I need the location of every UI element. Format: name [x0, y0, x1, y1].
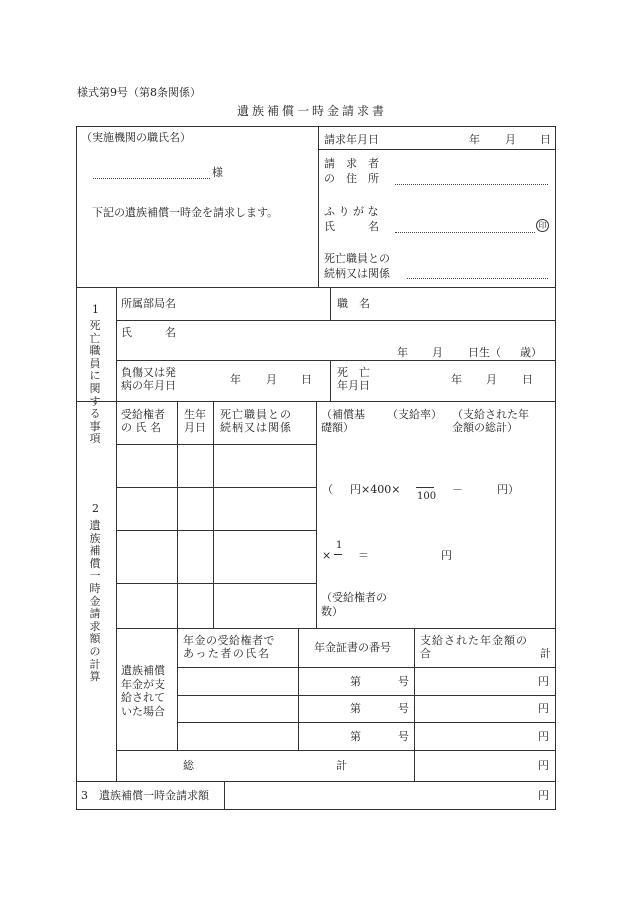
pension-case-label: 遺族補償 年金が支 給されて いた場合 — [121, 664, 165, 718]
injury-date-label-1: 負傷又は発 — [121, 366, 176, 379]
birth-year: 年 — [397, 346, 408, 359]
injury-day: 日 — [301, 373, 312, 386]
rights-count-label-2: 数） — [321, 605, 343, 618]
formula-one: 1 — [336, 540, 343, 551]
formula-base: 円×400× — [350, 483, 401, 496]
col-beneficiary-name-1: 受給権者 — [121, 408, 165, 421]
request-year: 年 — [469, 133, 480, 146]
beneficiary-name-cell[interactable] — [117, 445, 177, 487]
calc-total-label-2: 金額の総計） — [452, 421, 518, 434]
grand-total-label-a: 総 — [183, 759, 194, 772]
claimant-address-field[interactable] — [395, 184, 548, 185]
col-relation-1: 死亡職員との — [220, 408, 292, 421]
beneficiary-name-cell[interactable] — [117, 584, 177, 628]
pension-yen: 円 — [538, 675, 549, 688]
agency-name-field[interactable] — [93, 178, 210, 179]
honorific: 様 — [212, 166, 223, 179]
section2-number: 2 — [92, 502, 99, 515]
paid-total-label-1: 支給された年金額の — [420, 634, 528, 647]
deceased-name-label: 氏 名 — [121, 326, 176, 339]
certificate-number-label: 年金証書の番号 — [314, 641, 391, 654]
formula-denominator: 100 — [417, 491, 437, 502]
claimant-address-label-1: 請 求 者 — [324, 157, 379, 170]
calc-base-label-2: 礎額） — [321, 421, 354, 434]
section1-label: 死亡職員に関する事項 — [89, 319, 101, 446]
grand-total-label-b: 計 — [336, 759, 347, 772]
section3-yen: 円 — [538, 789, 549, 802]
beneficiary-name-cell[interactable] — [117, 488, 177, 530]
agency-label: （実施機関の職氏名） — [81, 131, 191, 144]
claimant-name-label: 氏 名 — [324, 220, 379, 233]
pension-recipient-name-2: あった者の氏名 — [183, 647, 271, 660]
cert-prefix: 第 — [350, 675, 361, 688]
pension-recipient-name-1: 年金の受給権者で — [183, 634, 275, 647]
col-relation-2: 続柄又は関係 — [220, 421, 292, 434]
furigana-label: ふ り が な — [324, 205, 379, 218]
cert-suffix: 号 — [398, 675, 409, 688]
formula-open: （ — [322, 483, 333, 496]
rights-count-label-1: （受給権者の — [321, 591, 387, 604]
calc-total-label-1: （支給された年 — [452, 408, 529, 421]
form-number: 様式第9号（第8条関係） — [77, 86, 201, 99]
relation-field[interactable] — [407, 278, 548, 279]
formula-yen: 円 — [441, 549, 452, 562]
cert-suffix: 号 — [398, 702, 409, 715]
fraction-bar-2 — [334, 554, 342, 555]
cert-suffix: 号 — [398, 730, 409, 743]
calc-base-label-1: （補償基 — [321, 408, 365, 421]
relation-label-2: 続柄又は関係 — [324, 267, 390, 280]
injury-year: 年 — [230, 373, 241, 386]
col-birth-1: 生年 — [184, 408, 206, 421]
col-beneficiary-name-2: の 氏 名 — [121, 421, 161, 434]
birth-month: 月 — [432, 346, 443, 359]
pension-yen: 円 — [538, 702, 549, 715]
section3-label: 3 遺族補償一時金請求額 — [81, 789, 209, 802]
grand-total-yen: 円 — [538, 759, 549, 772]
department-label: 所属部局名 — [121, 297, 176, 310]
formula-close: 円） — [497, 483, 519, 496]
age-label: 歳） — [520, 346, 542, 359]
claim-amount-field[interactable] — [225, 782, 530, 809]
beneficiary-name-cell[interactable] — [117, 531, 177, 583]
injury-date-label-2: 病の年月日 — [121, 379, 176, 392]
formula-minus: － — [452, 483, 463, 496]
cert-prefix: 第 — [350, 730, 361, 743]
paid-total-label-2b: 計 — [540, 647, 551, 660]
claimant-name-field[interactable] — [395, 232, 535, 233]
section1-number: 1 — [92, 303, 99, 316]
request-month: 月 — [505, 133, 516, 146]
request-date-label: 請求年月日 — [324, 133, 379, 146]
paid-total-label-2a: 合 — [420, 647, 431, 660]
death-month: 月 — [486, 373, 497, 386]
birth-day: 日生（ — [468, 346, 501, 359]
request-day: 日 — [540, 133, 551, 146]
calc-rate-label: （支給率） — [387, 408, 442, 421]
section2-label: 遺族補償一時金請求額の計算 — [89, 519, 101, 684]
injury-month: 月 — [266, 373, 277, 386]
col-birth-2: 月日 — [184, 421, 206, 434]
formula-equals: ＝ — [358, 549, 369, 562]
formula-times: × — [322, 549, 332, 562]
death-year: 年 — [451, 373, 462, 386]
position-label: 職 名 — [337, 297, 370, 310]
request-statement: 下記の遺族補償一時金を請求します。 — [92, 206, 279, 219]
cert-prefix: 第 — [350, 702, 361, 715]
form-title: 遺族補償一時金請求書 — [237, 104, 388, 118]
fraction-bar — [416, 487, 434, 488]
death-date-label-1: 死 亡 — [337, 366, 370, 379]
claimant-address-label-2: の 住 所 — [324, 172, 379, 185]
death-day: 日 — [522, 373, 533, 386]
death-date-label-2: 年月日 — [337, 379, 370, 392]
pension-yen: 円 — [538, 730, 549, 743]
seal-mark: 印 — [536, 219, 549, 232]
relation-label-1: 死亡職員との — [324, 252, 390, 265]
